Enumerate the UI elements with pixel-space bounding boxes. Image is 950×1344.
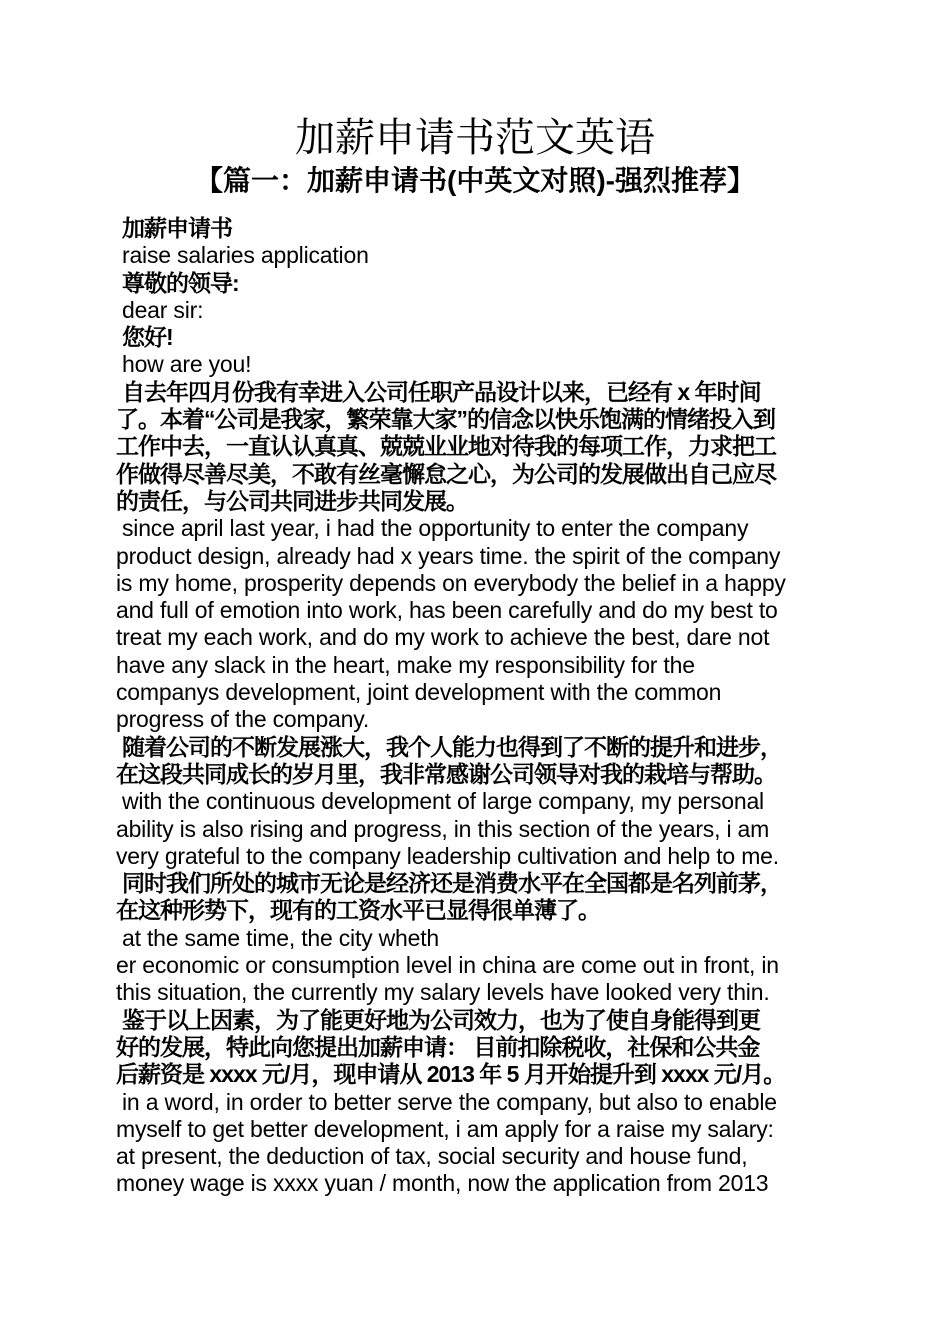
body-line: treat my each work, and do my work to achieve the best, dare not: [116, 624, 770, 651]
body-line: 后薪资是 xxxx 元/月，现申请从 2013 年 5 月开始提升到 xxxx 元/月。: [116, 1061, 786, 1088]
body-line: in a word, in order to better serve the company, but also to enable: [122, 1088, 777, 1115]
body-line: dear sir:: [122, 296, 204, 323]
body-line: er economic or consumption level in china are come out in front, in: [116, 952, 779, 979]
body-line: myself to get better development, i am apply for a raise my salary:: [116, 1115, 774, 1142]
document-title: 加薪申请书范文英语: [295, 116, 655, 160]
body-line: 的责任，与公司共同进步共同发展。: [116, 487, 468, 514]
body-line: at present, the deduction of tax, social security and house fund,: [116, 1143, 748, 1170]
body-line: 好的发展，特此向您提出加薪申请： 目前扣除税收，社保和公共金: [116, 1033, 760, 1060]
document-body: [116, 215, 838, 1198]
body-line: 随着公司的不断发展涨大，我个人能力也得到了不断的提升和进步，: [122, 733, 782, 760]
body-line: since april last year, i had the opportunity to enter the company: [122, 515, 749, 542]
body-line: and full of emotion into work, has been carefully and do my best to: [116, 597, 778, 624]
body-line: ability is also rising and progress, in this section of the years, i am: [116, 815, 770, 842]
body-line: how are you!: [122, 351, 252, 378]
body-line: 同时我们所处的城市无论是经济还是消费水平在全国都是名列前茅，: [122, 870, 782, 897]
body-line: very grateful to the company leadership cultivation and help to me.: [116, 842, 779, 869]
body-line: companys development, joint development with the common: [116, 679, 722, 706]
body-line: 作做得尽善尽美，不敢有丝毫懈怠之心，为公司的发展做出自己应尽: [116, 460, 776, 487]
body-line: money wage is xxxx yuan / month, now the application from 2013: [116, 1170, 769, 1197]
body-line: 尊敬的领导:: [122, 269, 239, 296]
body-line: at the same time, the city wheth: [122, 924, 440, 951]
body-line: progress of the company.: [116, 706, 370, 733]
document-subtitle: 【篇一：加薪申请书(中英文对照)-强烈推荐】: [195, 165, 755, 196]
body-line: have any slack in the heart, make my responsibility for the: [116, 651, 695, 678]
body-line: 您好!: [122, 324, 173, 351]
body-line: 鉴于以上因素，为了能更好地为公司效力，也为了使自身能得到更: [122, 1006, 760, 1033]
body-line: product design, already had x years time. the spirit of the company: [116, 542, 781, 569]
body-line: raise salaries application: [122, 242, 369, 269]
body-line: 自去年四月份我有幸进入公司任职产品设计以来，已经有 x 年时间: [122, 378, 761, 405]
body-line: 在这种形势下，现有的工资水平已显得很单薄了。: [116, 897, 600, 924]
body-line: 在这段共同成长的岁月里，我非常感谢公司领导对我的栽培与帮助。: [116, 760, 776, 787]
body-line: with the continuous development of large company, my personal: [122, 788, 764, 815]
body-line: 加薪申请书: [122, 215, 232, 241]
body-line: this situation, the currently my salary levels have looked very thin.: [116, 979, 770, 1006]
body-line: is my home, prosperity depends on everybody the belief in a happy: [116, 569, 786, 596]
body-line: 了。本着“公司是我家，繁荣靠大家”的信念以快乐饱满的情绪投入到: [116, 406, 775, 433]
body-line: 工作中去，一直认认真真、兢兢业业地对待我的每项工作，力求把工: [116, 433, 776, 460]
